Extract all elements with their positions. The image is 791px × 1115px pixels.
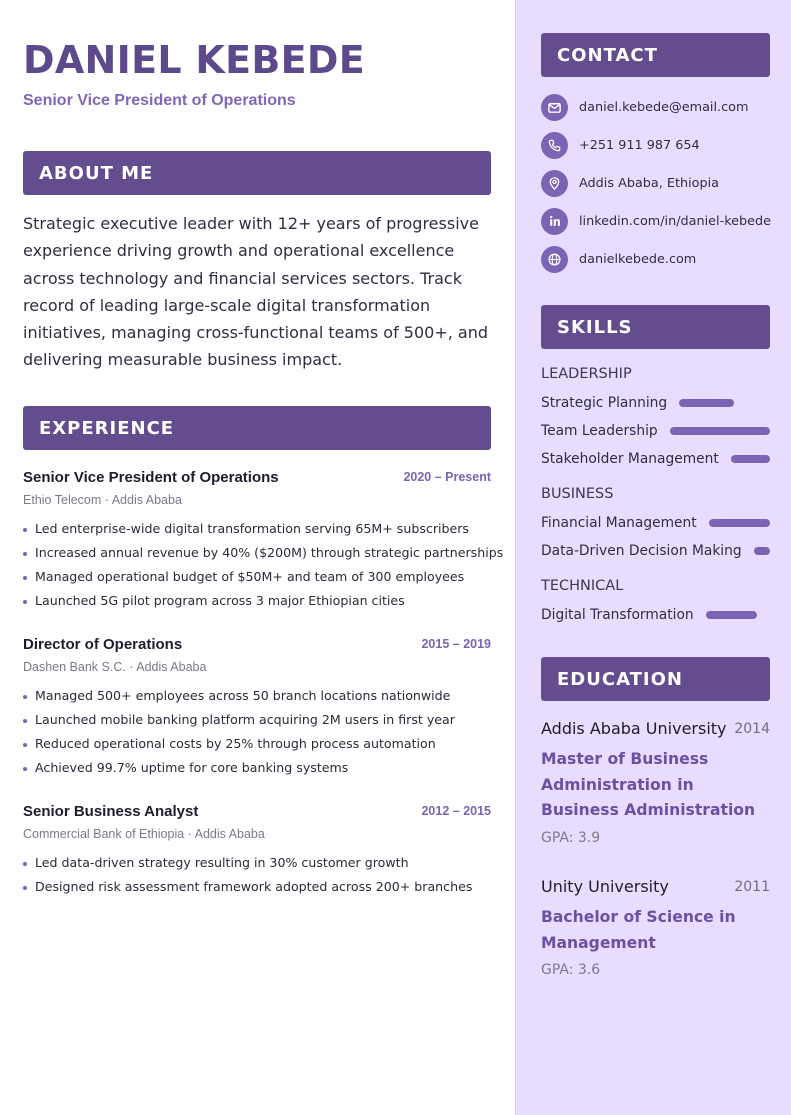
phone-icon	[541, 132, 568, 159]
skill-level-bar	[731, 455, 770, 463]
job-bullet: Led data-driven strategy resulting in 30% customer growth	[23, 851, 491, 875]
job-header	[23, 803, 491, 825]
job-bullet: Launched mobile banking platform acquiring 2M users in first year	[23, 708, 491, 732]
about-heading-bar	[23, 151, 491, 195]
experience-heading: EXPERIENCE	[39, 417, 175, 439]
skill-row	[541, 448, 770, 470]
skill-group-label: LEADERSHIP	[541, 366, 632, 382]
job-bullets	[23, 851, 491, 899]
contact-email[interactable]	[541, 93, 781, 121]
education-degree: Master of Business Administration in Business Administration	[541, 750, 756, 819]
education-heading-bar	[541, 657, 770, 701]
education-gpa: GPA: 3.9	[541, 829, 601, 846]
contact-website[interactable]	[541, 245, 781, 273]
skill-name: Data-Driven Decision Making	[541, 543, 742, 559]
skill-level-bar	[754, 547, 770, 555]
education-gpa: GPA: 3.6	[541, 962, 601, 978]
skill-group-label: BUSINESS	[541, 486, 614, 502]
skill-level-bar	[706, 611, 757, 619]
job-dates: 2020 – Present	[403, 470, 491, 484]
job-bullet: Reduced operational costs by 25% through process automation	[23, 732, 491, 756]
job-dates: 2015 – 2019	[421, 637, 491, 651]
job-title: Senior Vice President of Operations	[23, 469, 279, 486]
experience-heading-bar	[23, 406, 491, 450]
contact-location	[541, 169, 781, 197]
about-text: Strategic executive leader with 12+ years of progressive experience driving growth and operational excellence across technology and financial services sectors. Track record of leading large-scale digital transformation initiatives, managing cross-functional teams of 500+, and delivering measurable business impact.	[23, 214, 489, 370]
skill-row	[541, 512, 770, 534]
job-company: Commercial Bank of Ethiopia · Addis Ababa	[23, 827, 265, 841]
job-bullet: Launched 5G pilot program across 3 major Ethiopian cities	[23, 589, 491, 613]
contact-heading-bar	[541, 33, 770, 77]
skill-row	[541, 540, 770, 562]
job-bullet: Increased annual revenue by 40% ($200M) through strategic partnerships	[23, 541, 491, 565]
job-bullets	[23, 517, 504, 613]
job-company: Ethio Telecom · Addis Ababa	[23, 493, 182, 507]
job-entry	[23, 636, 491, 780]
job-header	[23, 469, 491, 491]
contact-linkedin[interactable]	[541, 207, 781, 235]
job-bullet: Led enterprise-wide digital transformation serving 65M+ subscribers	[23, 517, 491, 541]
education-year: 2014	[734, 721, 770, 737]
job-bullet: Managed operational budget of $50M+ and team of 300 employees	[23, 565, 491, 589]
education-header	[541, 719, 770, 743]
skill-track	[679, 399, 770, 407]
skill-track	[709, 519, 770, 527]
education-header	[541, 877, 770, 901]
job-header	[23, 636, 491, 658]
skill-name: Stakeholder Management	[541, 451, 719, 467]
skills-heading: SKILLS	[557, 316, 633, 338]
about-heading: ABOUT ME	[39, 162, 154, 184]
contact-website-text: danielkebede.com	[579, 251, 697, 267]
education-heading: EDUCATION	[557, 668, 683, 690]
email-icon	[541, 94, 568, 121]
contact-phone[interactable]	[541, 131, 781, 159]
job-title: Senior Business Analyst	[23, 803, 199, 820]
job-title: Director of Operations	[23, 636, 183, 653]
job-entry	[23, 469, 504, 613]
skill-track	[706, 611, 770, 619]
contact-email-text: daniel.kebede@email.com	[579, 99, 749, 115]
contact-heading: CONTACT	[557, 44, 658, 66]
education-year: 2011	[734, 879, 770, 895]
skill-row	[541, 420, 770, 442]
job-bullet: Designed risk assessment framework adopted across 200+ branches	[23, 875, 491, 899]
education-school: Unity University	[541, 877, 669, 896]
contact-linkedin-text: linkedin.com/in/daniel-kebede	[579, 213, 772, 229]
job-dates: 2012 – 2015	[421, 804, 491, 818]
job-bullet: Achieved 99.7% uptime for core banking systems	[23, 756, 491, 780]
job-bullets	[23, 684, 491, 780]
skill-row	[541, 392, 770, 414]
sidebar	[515, 0, 791, 1115]
skills-heading-bar	[541, 305, 770, 349]
skill-level-bar	[709, 519, 770, 527]
job-bullet: Managed 500+ employees across 50 branch locations nationwide	[23, 684, 491, 708]
contact-location-text: Addis Ababa, Ethiopia	[579, 175, 720, 191]
contact-phone-text: +251 911 987 654	[579, 137, 700, 153]
job-company: Dashen Bank S.C. · Addis Ababa	[23, 660, 207, 674]
globe-icon	[541, 246, 568, 273]
education-entry	[541, 719, 770, 846]
skill-track	[670, 427, 770, 435]
job-entry	[23, 803, 491, 899]
skill-name: Digital Transformation	[541, 607, 694, 623]
skill-name: Financial Management	[541, 515, 697, 531]
candidate-name: DANIEL KEBEDE	[23, 38, 366, 82]
location-pin-icon	[541, 170, 568, 197]
candidate-role: Senior Vice President of Operations	[23, 92, 296, 109]
education-school: Addis Ababa University	[541, 719, 727, 738]
skill-name: Strategic Planning	[541, 395, 668, 411]
education-entry	[541, 877, 770, 978]
skill-level-bar	[670, 427, 770, 435]
linkedin-icon	[541, 208, 568, 235]
skill-track	[754, 547, 770, 555]
skill-name: Team Leadership	[541, 423, 658, 439]
skill-track	[731, 455, 770, 463]
skill-group-label: TECHNICAL	[541, 578, 624, 594]
education-degree: Bachelor of Science in Management	[541, 908, 736, 952]
skill-level-bar	[679, 399, 733, 407]
skill-row	[541, 604, 770, 626]
